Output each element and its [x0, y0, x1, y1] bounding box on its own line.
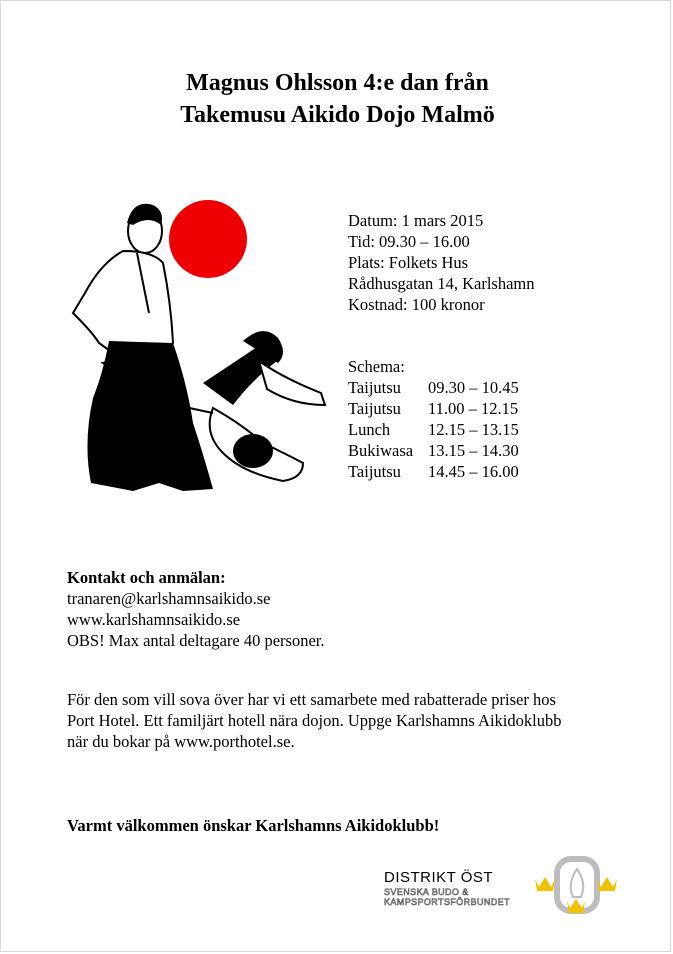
event-time: Tid: 09.30 – 16.00	[348, 232, 470, 251]
event-address: Rådhusgatan 14, Karlshamn	[348, 274, 535, 293]
org-subtitle-2: KAMPSPORTSFÖRBUNDET	[384, 897, 510, 907]
schedule-activity: Lunch	[348, 420, 391, 439]
title-line-1: Magnus Ohlsson 4:e dan från	[186, 70, 489, 96]
schedule-time: 13.15 – 14.30	[428, 441, 519, 460]
page-title	[1, 67, 673, 131]
rising-sun	[169, 200, 247, 278]
title-line-2: Takemusu Aikido Dojo Malmö	[180, 102, 495, 128]
participant-limit-note: OBS! Max antal deltagare 40 personer.	[67, 631, 325, 650]
hotel-line-3: när du bokar på www.porthotel.se.	[67, 732, 295, 751]
contact-section	[67, 567, 325, 651]
schedule-row	[348, 440, 519, 461]
contact-website[interactable]: www.karlshamnsaikido.se	[67, 610, 241, 629]
hotel-line-2: Port Hotel. Ett familjärt hotell nära dojon. Uppge Karlshamns Aikidoklubb	[67, 711, 562, 730]
schedule-row	[348, 398, 519, 419]
crown-icon	[567, 899, 585, 913]
schedule-activity: Taijutsu	[348, 462, 401, 481]
event-date: Datum: 1 mars 2015	[348, 211, 484, 230]
schedule-row	[348, 461, 519, 482]
crown-icon	[535, 877, 555, 891]
schedule-activity: Taijutsu	[348, 399, 401, 418]
event-info	[348, 210, 535, 315]
schedule-row	[348, 419, 519, 440]
schedule-time: 11.00 – 12.15	[428, 399, 519, 418]
schedule-time: 12.15 – 13.15	[428, 420, 519, 439]
schedule-time: 09.30 – 10.45	[428, 378, 519, 397]
schedule-activity: Taijutsu	[348, 378, 401, 397]
org-name: DISTRIKT ÖST	[384, 869, 494, 886]
org-subtitle-1: SVENSKA BUDO &	[384, 887, 469, 897]
event-place: Plats: Folkets Hus	[348, 253, 469, 272]
event-cost: Kostnad: 100 kronor	[348, 295, 485, 314]
contact-email[interactable]: tranaren@karlshamnsaikido.se	[67, 589, 271, 608]
aikido-illustration	[63, 193, 328, 498]
schedule-heading: Schema:	[348, 357, 405, 376]
schedule	[348, 356, 519, 482]
hotel-line-1: För den som vill sova över har vi ett samarbete med rabatterade priser hos	[67, 690, 556, 709]
federation-logo	[531, 853, 621, 919]
schedule-activity: Bukiwasa	[348, 441, 414, 460]
schedule-row	[348, 377, 519, 398]
contact-heading: Kontakt och anmälan:	[67, 568, 226, 587]
hotel-paragraph	[67, 689, 627, 752]
organization-name	[384, 869, 510, 907]
welcome-message: Varmt välkommen önskar Karlshamns Aikidoklubb!	[67, 816, 440, 835]
schedule-time: 14.45 – 16.00	[428, 462, 519, 481]
